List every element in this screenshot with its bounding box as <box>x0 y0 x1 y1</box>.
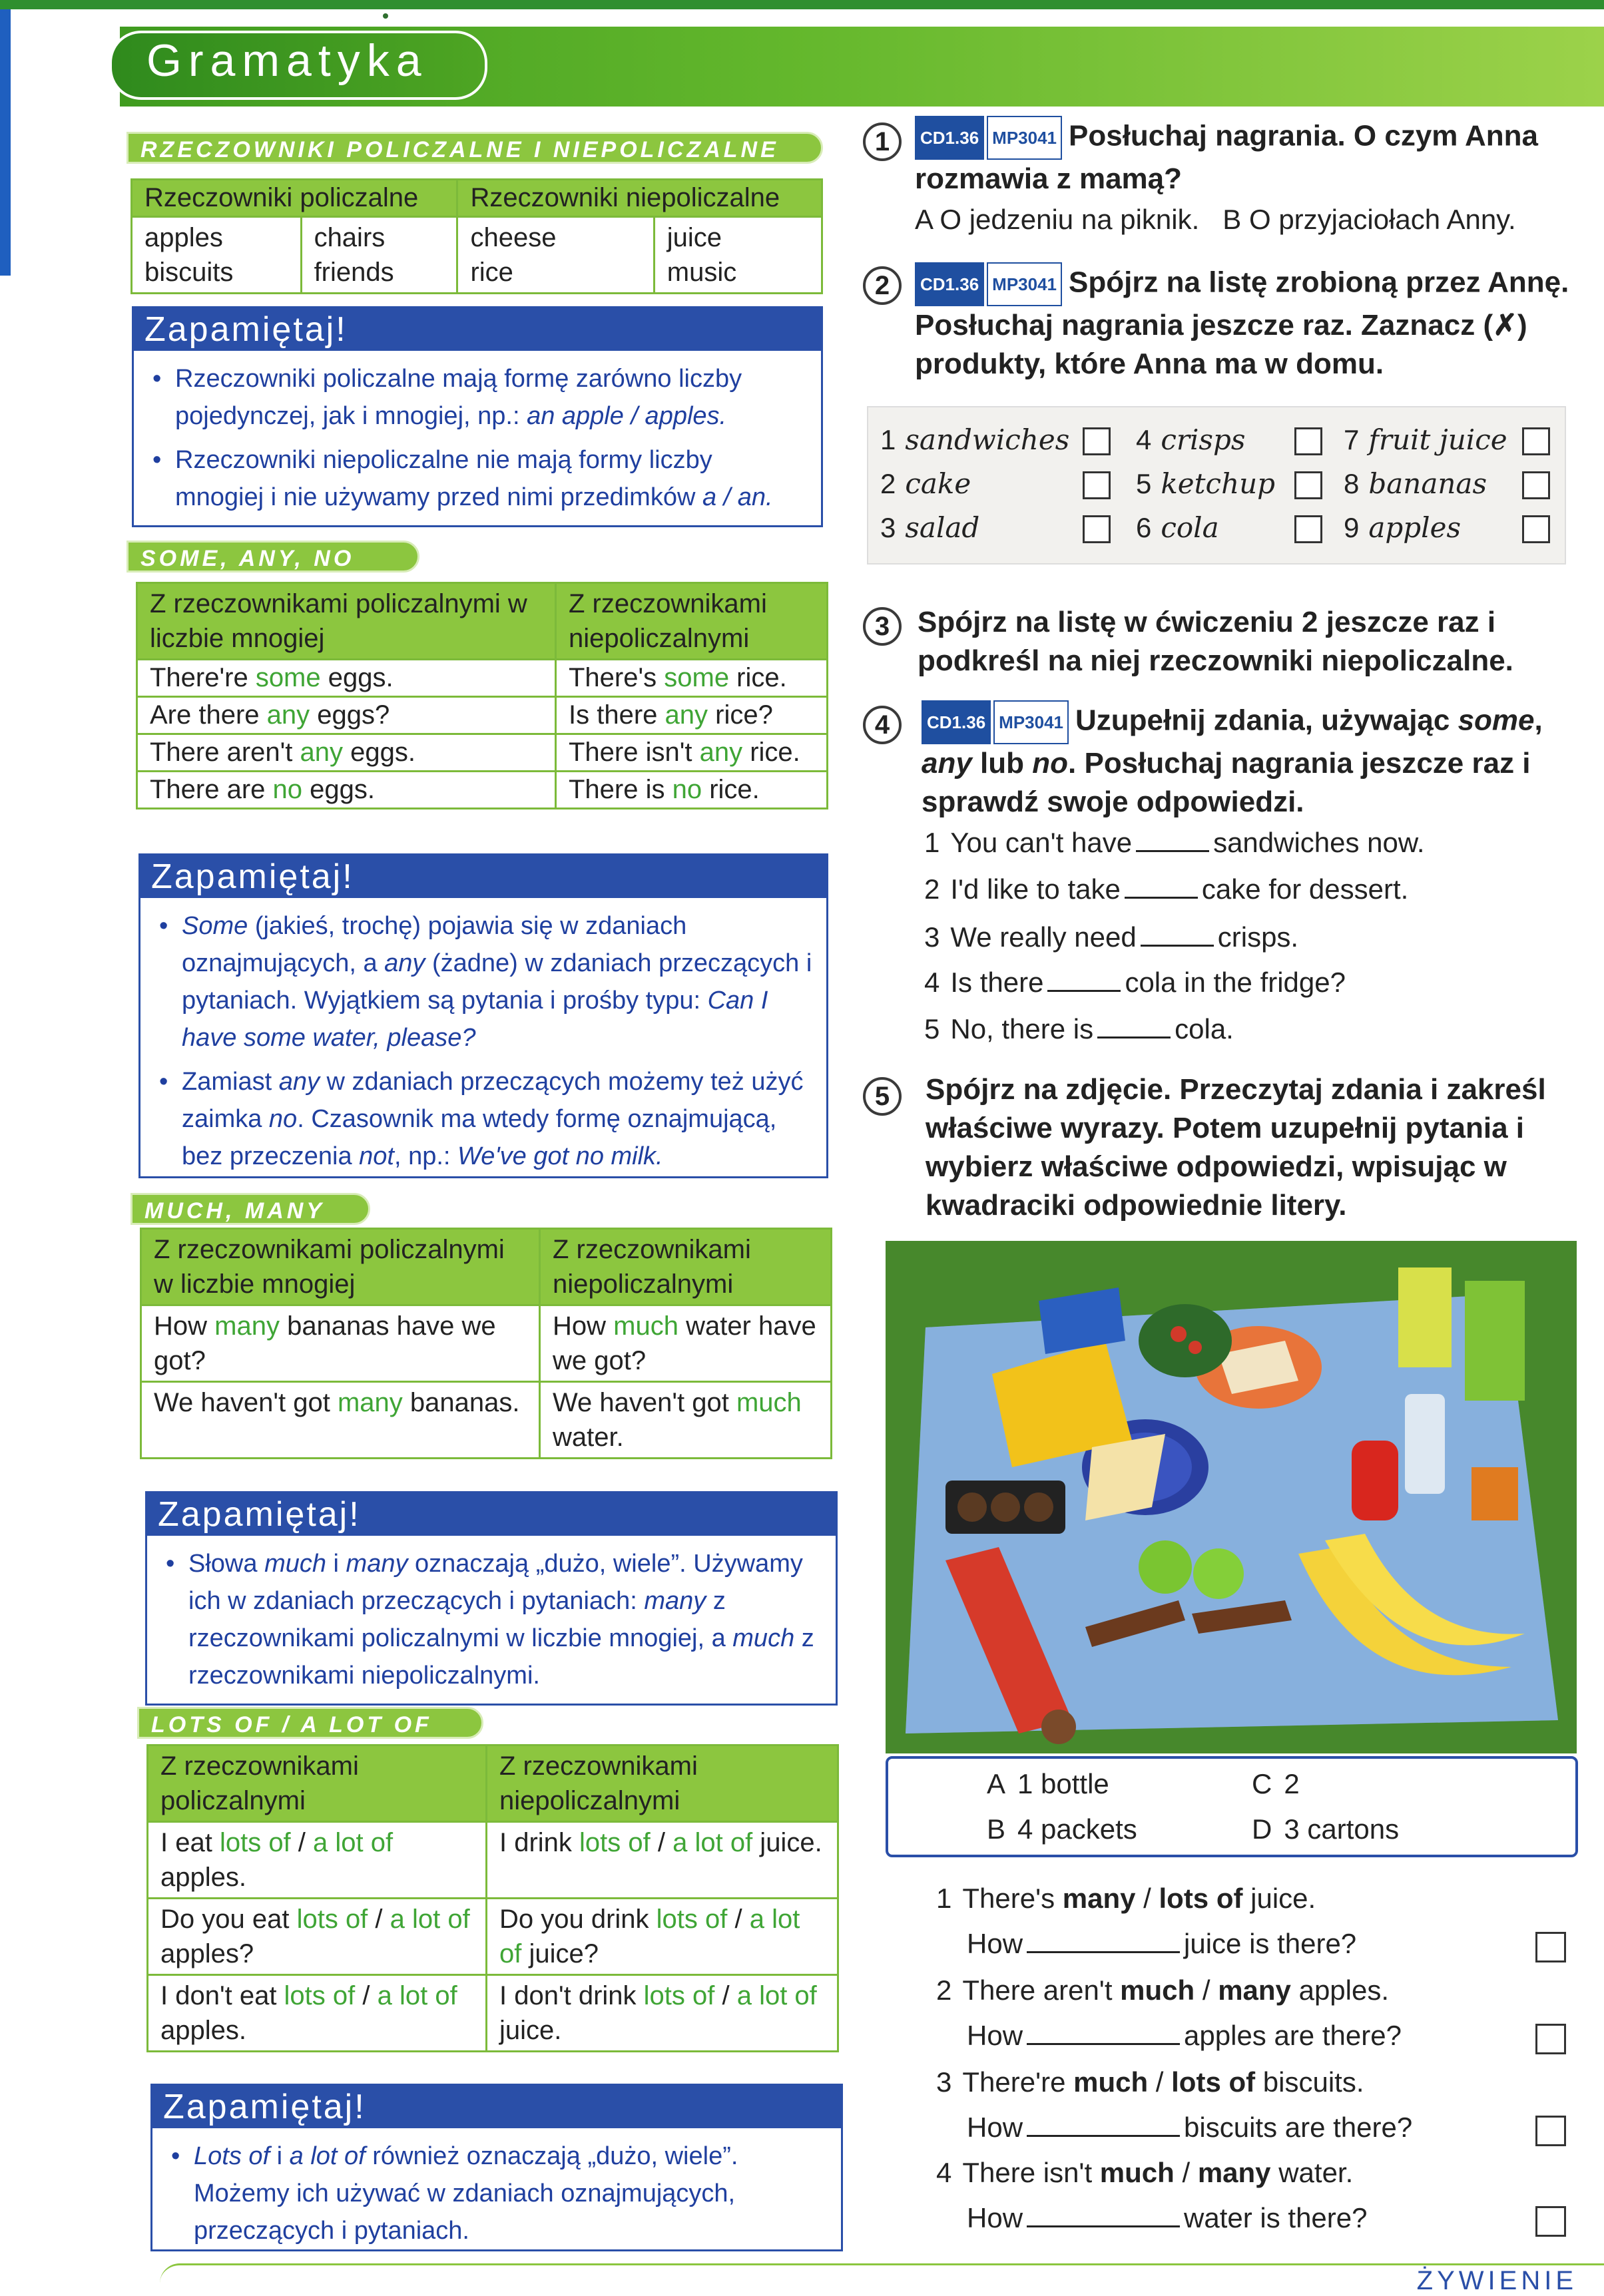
choice-separator: / <box>1195 1974 1218 2006</box>
exercise-1-options: A O jedzeniu na piknik. B O przyjaciołach Anny. <box>915 204 1516 235</box>
list-item-word: cake <box>905 467 971 500</box>
col-header-countable: Rzeczowniki policzalne <box>132 180 457 217</box>
sentence-line <box>924 1011 1563 1048</box>
exercise-2-instruction: CD1.36 MP3041 Spójrz na listę zrobioną przez Annę. Posłuchaj nagrania jeszcze raz. Zaznacz (✗) produkty, które Anna ma w domu. <box>915 262 1574 383</box>
list-item <box>880 511 979 544</box>
word-choice[interactable]: lots of <box>1159 1883 1243 1914</box>
exercise-number: 2 <box>863 266 902 305</box>
checkbox[interactable] <box>1294 427 1322 455</box>
sentence-start: No, there is <box>950 1013 1094 1044</box>
word-cell: chairs friends <box>301 217 457 294</box>
example-cell: There is no rice. <box>556 772 828 809</box>
question-start: How <box>967 2112 1023 2143</box>
example-cell: There are no eggs. <box>137 772 556 809</box>
option-letter: C <box>1252 1768 1272 1799</box>
col-header-uncountable: Z rzeczownikami niepoliczalnymi <box>556 583 828 660</box>
option-text: 2 <box>1284 1768 1300 1799</box>
answer-blank[interactable] <box>1141 922 1214 947</box>
list-item <box>1136 511 1219 544</box>
example-cell: Are there any eggs? <box>137 697 556 734</box>
sentence-number: 4 <box>924 967 940 998</box>
exercise-3-instruction: Spójrz na listę w ćwiczeniu 2 jeszcze raz i podkreśl na niej rzeczowniki niepoliczalne. <box>918 606 1513 677</box>
answer-option <box>987 1765 1109 1803</box>
much-many-table <box>140 1228 832 1459</box>
word-choice[interactable]: lots of <box>1171 2066 1256 2098</box>
page-title: Gramatyka <box>146 35 428 86</box>
remember-box-3 <box>145 1491 838 1706</box>
section-label-lots-of: LOTS OF / A LOT OF <box>137 1707 483 1739</box>
sentence-end: sandwiches now. <box>1213 827 1425 858</box>
sentence-line <box>924 964 1563 1001</box>
remember-box-2 <box>138 853 828 1178</box>
checkbox[interactable] <box>1294 515 1322 543</box>
lots-of-table <box>146 1744 839 2052</box>
list-item <box>880 467 971 500</box>
list-item-word: sandwiches <box>905 423 1070 456</box>
mp3-track-badge: MP3041 <box>993 700 1069 744</box>
option-letter: D <box>1252 1813 1272 1845</box>
sentence-line <box>936 1972 1535 2009</box>
example-cell: I don't drink lots of / a lot of juice. <box>487 1975 838 2052</box>
sentence-start: There aren't <box>962 1974 1121 2006</box>
question-line <box>967 1925 1473 1962</box>
sentence-number: 4 <box>936 2157 952 2188</box>
word-choice[interactable]: many <box>1197 2157 1271 2188</box>
col-header-uncountable: Z rzeczownikami niepoliczalnymi <box>487 1745 838 1822</box>
answer-blank[interactable] <box>1027 1929 1180 1953</box>
header-top-band <box>0 0 1604 9</box>
checkbox[interactable] <box>1522 427 1550 455</box>
sentence-end: crisps. <box>1217 921 1299 953</box>
list-item-number: 7 <box>1344 424 1360 455</box>
sentence-number: 1 <box>924 827 940 858</box>
checkbox[interactable] <box>1522 471 1550 499</box>
list-item <box>1344 423 1507 456</box>
choice-separator: / <box>1135 1883 1159 1914</box>
list-item-number: 6 <box>1136 512 1152 543</box>
cd-track-badge: CD1.36 <box>915 116 984 160</box>
sentence-number: 2 <box>936 1974 952 2006</box>
sentence-end: apples. <box>1290 1974 1390 2006</box>
sentence-line <box>924 919 1563 956</box>
list-item <box>1344 467 1487 500</box>
remember-bullet: • Zamiast any w zdaniach przeczących możemy też użyć zaimka no. Czasownik ma wtedy formę oznajmującą, bez przeczenia not, np.: We've got no milk. <box>159 1063 813 1175</box>
sentence-start: You can't have <box>950 827 1133 858</box>
checkbox[interactable] <box>1083 427 1111 455</box>
col-header-countable-plural: Z rzeczownikami policzalnymi w liczbie mnogiej <box>137 583 556 660</box>
remember-bullet: • Lots of i a lot of również oznaczają „dużo, wiele”. Możemy ich używać w zdaniach oznajmujących, przeczących i pytaniach. <box>171 2138 828 2249</box>
example-cell: Do you drink lots of / a lot of juice? <box>487 1899 838 1975</box>
example-cell: Is there any rice? <box>556 697 828 734</box>
remember-bullet: • Rzeczowniki policzalne mają formę zarówno liczby pojedynczej, jak i mnogiej, np.: an apple / apples. <box>152 360 808 435</box>
sentence-number: 3 <box>936 2066 952 2098</box>
checkbox[interactable] <box>1083 471 1111 499</box>
header-dot <box>383 13 388 19</box>
option-text: 4 packets <box>1017 1813 1137 1845</box>
sentence-number: 1 <box>936 1883 952 1914</box>
example-cell: I don't eat lots of / a lot of apples. <box>148 1975 487 2052</box>
answer-option <box>1252 1765 1300 1803</box>
exercise-4-instruction: CD1.36 MP3041 Uzupełnij zdania, używając some, any lub no. Posłuchaj nagrania jeszcze raz i sprawdź swoje odpowiedzi. <box>922 700 1561 821</box>
list-item <box>1136 423 1245 456</box>
remember-bullet: • Rzeczowniki niepoliczalne nie mają formy liczby mnogiej i nie używamy przed nimi przedimków a / an. <box>152 441 808 516</box>
word-cell: cheese rice <box>457 217 654 294</box>
picnic-illustration <box>886 1241 1577 1753</box>
sentence-number: 5 <box>924 1013 940 1044</box>
sentence-start: There isn't <box>962 2157 1100 2188</box>
answer-letter-box[interactable] <box>1535 2206 1566 2237</box>
list-item-number: 1 <box>880 424 896 455</box>
sentence-end: juice. <box>1242 1883 1316 1914</box>
example-cell: There aren't any eggs. <box>137 734 556 772</box>
question-line <box>967 2109 1473 2146</box>
sentence-number: 3 <box>924 921 940 953</box>
checkbox[interactable] <box>1083 515 1111 543</box>
mp3-track-badge: MP3041 <box>987 262 1062 306</box>
answer-blank[interactable] <box>1125 874 1198 899</box>
question-end: juice is there? <box>1184 1928 1357 1959</box>
example-cell: There's some rice. <box>556 660 828 697</box>
answer-letter-box[interactable] <box>1535 1932 1566 1962</box>
sidebar-strip <box>0 9 11 276</box>
col-header-countable-plural: Z rzeczownikami policzalnymi w liczbie mnogiej <box>141 1229 540 1305</box>
mp3-track-badge: MP3041 <box>987 116 1062 160</box>
answer-letter-box[interactable] <box>1535 2116 1566 2146</box>
sentence-end: cake for dessert. <box>1201 873 1409 905</box>
col-header-uncountable: Rzeczowniki niepoliczalne <box>457 180 822 217</box>
example-cell: How many bananas have we got? <box>141 1305 540 1382</box>
list-item-word: crisps <box>1161 423 1246 456</box>
list-item-number: 9 <box>1344 512 1360 543</box>
question-end: apples are there? <box>1184 2020 1402 2051</box>
option-text: 1 bottle <box>1017 1768 1109 1799</box>
sentence-end: water. <box>1270 2157 1354 2188</box>
word-choice[interactable]: much <box>1099 2157 1175 2188</box>
question-end: biscuits are there? <box>1184 2112 1413 2143</box>
answer-blank[interactable] <box>1097 1014 1171 1038</box>
sentence-line <box>924 871 1563 908</box>
answer-option <box>1252 1811 1399 1848</box>
remember-box-1 <box>132 306 823 527</box>
example-cell: I drink lots of / a lot of juice. <box>487 1822 838 1899</box>
list-item-number: 8 <box>1344 468 1360 499</box>
sentence-number: 2 <box>924 873 940 905</box>
list-item <box>1136 467 1275 500</box>
exercise-number: 3 <box>863 607 902 646</box>
answer-blank[interactable] <box>1047 967 1121 992</box>
option-letter: B <box>987 1813 1006 1845</box>
col-header-countable: Z rzeczownikami policzalnymi <box>148 1745 487 1822</box>
section-label-much-many: MUCH, MANY <box>131 1193 370 1225</box>
sentence-end: cola. <box>1175 1013 1234 1044</box>
sentence-start: There're <box>962 2066 1074 2098</box>
exercise-number: 1 <box>863 122 902 161</box>
answer-blank[interactable] <box>1136 827 1209 852</box>
list-item-number: 2 <box>880 468 896 499</box>
sentence-line <box>936 2064 1535 2101</box>
answer-blank[interactable] <box>1027 2112 1180 2137</box>
answer-blank[interactable] <box>1027 2020 1180 2045</box>
list-item-word: fruit juice <box>1368 423 1507 456</box>
remember-bullet: • Some (jakieś, trochę) pojawia się w zdaniach oznajmujących, a any (żadne) w zdaniach przeczących i pytaniach. Wyjątkiem są pytania i prośby typu: Can I have some water, please? <box>159 907 813 1056</box>
list-item-word: apples <box>1368 511 1462 544</box>
choice-separator: / <box>1148 2066 1172 2098</box>
checkbox[interactable] <box>1522 515 1550 543</box>
example-cell: There isn't any rice. <box>556 734 828 772</box>
word-choice[interactable]: much <box>1073 2066 1149 2098</box>
some-any-no-table <box>136 582 828 809</box>
remember-bullet: • Słowa much i many oznaczają „dużo, wiele”. Używamy ich w zdaniach przeczących i pytaniach: many z rzeczownikami policzalnymi w liczbie mnogiej, a much z rzeczownikami niepoliczalnymi. <box>166 1545 822 1694</box>
question-line <box>967 2017 1473 2054</box>
footer-section-name: ŻYWIENIE <box>1416 2266 1577 2295</box>
sentence-line <box>924 824 1563 861</box>
option-letter: A <box>987 1768 1006 1799</box>
example-cell: We haven't got much water. <box>540 1382 832 1459</box>
example-cell: There're some eggs. <box>137 660 556 697</box>
question-line <box>967 2199 1473 2237</box>
sentence-line <box>936 1880 1535 1917</box>
sentence-end: biscuits. <box>1255 2066 1364 2098</box>
list-item <box>880 423 1069 456</box>
col-header-uncountable: Z rzeczownikami niepoliczalnymi <box>540 1229 832 1305</box>
exercise-number: 5 <box>863 1077 902 1116</box>
list-item-word: cola <box>1161 511 1219 544</box>
question-start: How <box>967 2202 1023 2233</box>
sentence-start: There's <box>962 1883 1063 1914</box>
cd-track-badge: CD1.36 <box>922 700 991 744</box>
remember-title: Zapamiętaj! <box>147 1493 836 1536</box>
question-start: How <box>967 1928 1023 1959</box>
word-cell: apples biscuits <box>132 217 302 294</box>
word-choice[interactable]: much <box>1120 1974 1195 2006</box>
list-item-number: 3 <box>880 512 896 543</box>
checkbox[interactable] <box>1294 471 1322 499</box>
example-cell: Do you eat lots of / a lot of apples? <box>148 1899 487 1975</box>
word-choice[interactable]: many <box>1218 1974 1291 2006</box>
sentence-line <box>936 2154 1535 2191</box>
picnic-photo <box>886 1241 1577 1753</box>
sentence-start: Is there <box>950 967 1044 998</box>
word-choice[interactable]: many <box>1062 1883 1136 1914</box>
list-item <box>1344 511 1461 544</box>
question-end: water is there? <box>1184 2202 1368 2233</box>
remember-title: Zapamiętaj! <box>152 2086 841 2128</box>
footer-line <box>160 2263 1604 2289</box>
list-item-word: bananas <box>1368 467 1487 500</box>
sentence-start: I'd like to take <box>950 873 1121 905</box>
answer-letter-box[interactable] <box>1535 2024 1566 2054</box>
list-item-word: salad <box>905 511 980 544</box>
sentence-end: cola in the fridge? <box>1125 967 1346 998</box>
remember-title: Zapamiętaj! <box>134 308 821 351</box>
answer-option <box>987 1811 1137 1848</box>
remember-box-4 <box>150 2084 843 2251</box>
word-cell: juice music <box>654 217 822 294</box>
question-start: How <box>967 2020 1023 2051</box>
list-item-number: 5 <box>1136 468 1152 499</box>
cd-track-badge: CD1.36 <box>915 262 984 306</box>
remember-title: Zapamiętaj! <box>140 855 826 898</box>
example-cell: We haven't got many bananas. <box>141 1382 540 1459</box>
list-item-number: 4 <box>1136 424 1152 455</box>
example-cell: How much water have we got? <box>540 1305 832 1382</box>
exercise-5-instruction: Spójrz na zdjęcie. Przeczytaj zdania i zakreśl właściwe wyrazy. Potem uzupełnij pytania i wybierz właściwe odpowiedzi, wpisując w kwadraciki odpowiednie litery. <box>926 1073 1546 1222</box>
sentence-start: We really need <box>950 921 1137 953</box>
exercise-1-instruction: CD1.36 MP3041 Posłuchaj nagrania. O czym Anna rozmawia z mamą? <box>915 116 1567 198</box>
example-cell: I eat lots of / a lot of apples. <box>148 1822 487 1899</box>
answer-blank[interactable] <box>1027 2203 1180 2227</box>
option-text: 3 cartons <box>1284 1813 1400 1845</box>
exercise-number: 4 <box>863 706 902 744</box>
countable-table <box>131 178 823 294</box>
choice-separator: / <box>1174 2157 1198 2188</box>
list-item-word: ketchup <box>1161 467 1276 500</box>
section-label-some-any-no: SOME, ANY, NO <box>127 541 419 573</box>
section-label-countable: RZECZOWNIKI POLICZALNE I NIEPOLICZALNE <box>127 132 823 164</box>
